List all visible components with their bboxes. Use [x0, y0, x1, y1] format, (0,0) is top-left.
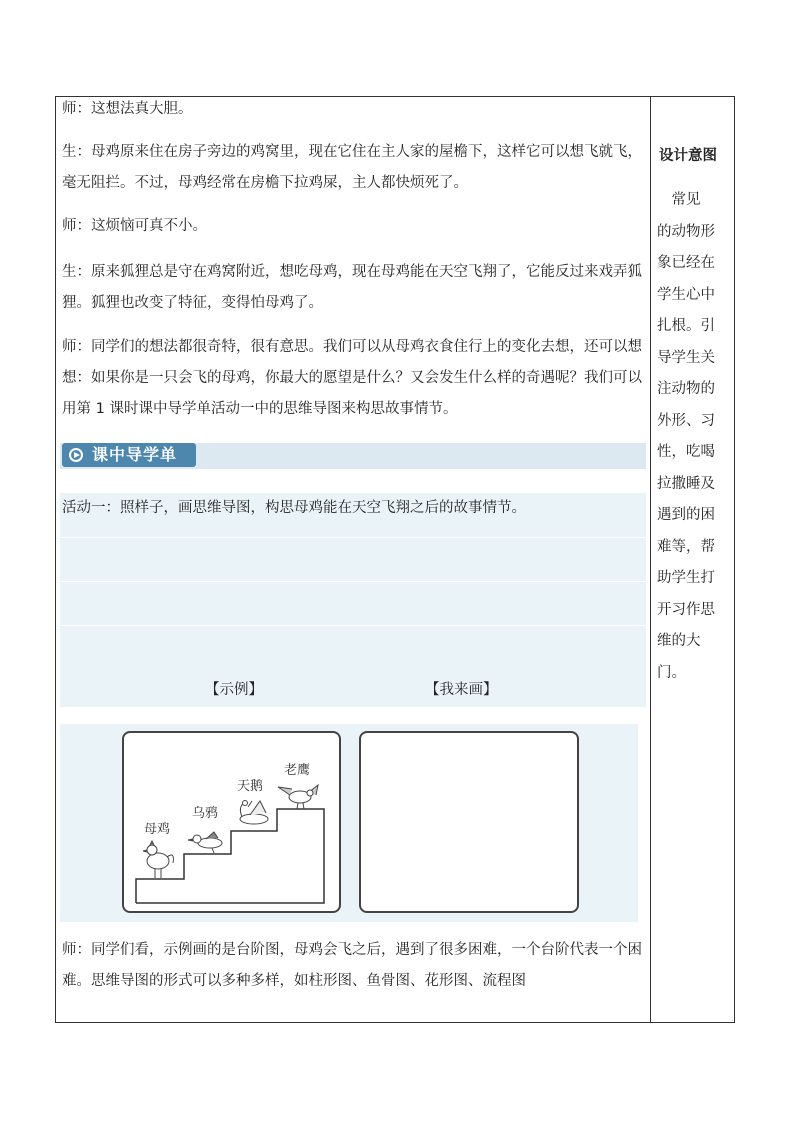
- dialogue-line-2: 生：母鸡原来住在房子旁边的鸡窝里，现在它住在主人家的屋檐下，这样它可以想飞就飞，毫无阻拦。不过，母鸡经常在房檐下拉鸡屎，主人都快烦死了。: [62, 144, 642, 191]
- section-banner-label: 课中导学单: [92, 445, 178, 464]
- play-circle-icon: [69, 448, 83, 462]
- stair-label-eagle: 老鹰: [284, 763, 311, 778]
- ruled-line: [60, 537, 646, 538]
- sidebar-line: 外形、习: [657, 412, 715, 429]
- sidebar-line: 拉撒睡及: [657, 475, 715, 492]
- stair-label-hen: 母鸡: [144, 822, 171, 837]
- sidebar-line: 的动物形: [657, 223, 715, 240]
- sidebar-line: 学生心中: [657, 286, 715, 303]
- sidebar-line: 维的大门。: [657, 633, 701, 681]
- sidebar-line: 开习作思: [657, 601, 715, 618]
- dialogue-line-5: 师：同学们的想法都很奇特，很有意思。我们可以从母鸡衣食住行上的变化去想，还可以想想：如果你是一只会飞的母鸡，你最大的愿望是什么？又会发生什么样的奇遇呢？我们可以用第 1 课时课中导学单活动一中的思维导图来构思故事情节。: [62, 339, 642, 417]
- crow-icon: [188, 832, 222, 853]
- ruled-line: [60, 625, 646, 626]
- section-banner-tag: [62, 443, 196, 467]
- column-divider: [650, 96, 651, 1023]
- eagle-icon: [278, 785, 318, 809]
- draw-label: 【我来画】: [425, 682, 498, 698]
- teacher-note: 师：同学们看，示例画的是台阶图，母鸡会飞之后，遇到了很多困难，一个台阶代表一个困难。思维导图的形式可以多种多样，如柱形图、鱼骨图、花形图、流程图: [62, 942, 642, 989]
- dialogue-line-1: 师：这想法真大胆。: [62, 101, 193, 117]
- sidebar-line: 注动物的: [657, 381, 715, 397]
- student-drawing-frame[interactable]: [359, 731, 579, 913]
- sidebar-title: 设计意图: [659, 148, 717, 164]
- sidebar-line: 助学生打: [657, 570, 715, 586]
- sidebar-line: 扎根。引: [657, 318, 715, 334]
- staircase-diagram: [122, 731, 341, 913]
- sidebar-line: 常见: [657, 192, 701, 208]
- stair-label-swan: 天鹅: [237, 779, 264, 794]
- dialogue-line-4: 生：原来狐狸总是守在鸡窝附近，想吃母鸡，现在母鸡能在天空飞翔了，它能反过来戏弄狐狸。狐狸也改变了特征，变得怕母鸡了。: [62, 264, 642, 311]
- sidebar-line: 性，吃喝: [657, 444, 715, 460]
- label-row: [60, 675, 646, 707]
- example-label: 【示例】: [205, 682, 263, 698]
- activity-instruction: 活动一：照样子，画思维导图，构思母鸡能在天空飞翔之后的故事情节。: [62, 500, 526, 516]
- sidebar-line: 导学生关: [657, 349, 715, 366]
- dialogue-line-3: 师：这烦恼可真不小。: [62, 218, 207, 234]
- design-intent-text: [657, 185, 729, 689]
- ruled-line: [60, 581, 646, 582]
- hen-icon: [143, 841, 173, 878]
- sidebar-line: 遇到的困: [657, 507, 715, 523]
- sidebar-line: 难等，帮: [657, 538, 715, 555]
- stair-label-crow: 乌鸦: [192, 806, 219, 821]
- sidebar-line: 象已经在: [657, 255, 715, 271]
- swan-icon: [240, 801, 268, 825]
